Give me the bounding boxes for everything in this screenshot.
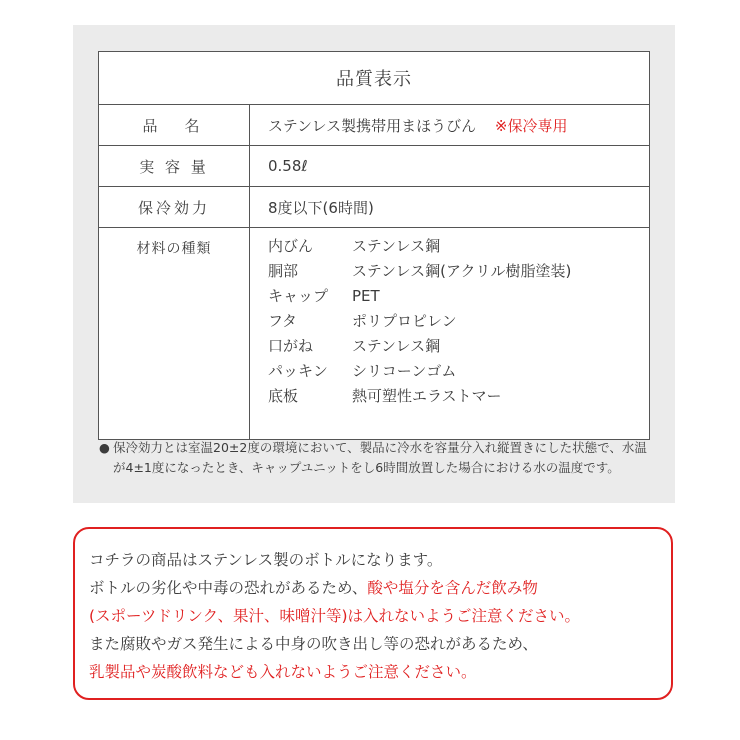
material-item [268, 259, 649, 284]
material-name: シリコーンゴム [352, 362, 457, 380]
material-part: フタ [268, 312, 297, 330]
bullet-icon: ● [99, 440, 110, 455]
spec-row-cold-retention [99, 187, 650, 228]
material-part: 胴部 [268, 262, 299, 280]
materials-list [250, 228, 650, 440]
spec-row-materials [99, 228, 650, 440]
material-part: 内びん [268, 237, 314, 255]
warning-line [89, 574, 661, 602]
footnote-text: 保冷効力とは室温20±2度の環境において、製品に冷水を容量分入れ縦置きにした状態で、水温が4±1度になったとき、キャップユニットをし6時間放置した場合における水の温度です。 [113, 440, 647, 475]
material-part: 口がね [268, 337, 314, 355]
spec-value: 0.58ℓ [250, 146, 650, 187]
material-part: パッキン [268, 362, 328, 380]
warning-line-red: (スポーツドリンク、果汁、味噌汁等)は入れないようご注意ください。 [89, 607, 581, 625]
material-item [268, 334, 649, 359]
material-name: 熱可塑性エラストマー [352, 387, 502, 405]
product-name: ステンレス製携帯用まほうびん [268, 116, 477, 135]
spec-label: 保冷効力 [99, 187, 250, 228]
quality-spec-table [98, 51, 650, 440]
spec-label: 材料の種類 [99, 228, 250, 440]
warning-text-red: 酸や塩分を含んだ飲み物 [367, 579, 538, 597]
spec-value: 8度以下(6時間) [250, 187, 650, 228]
material-item [268, 359, 649, 384]
warning-text: ボトルの劣化や中毒の恐れがあるため、 [89, 579, 368, 597]
footnote [99, 438, 659, 478]
warning-line-red: 乳製品や炭酸飲料なども入れないようご注意ください。 [89, 663, 477, 681]
cold-only-note: ※保冷専用 [494, 116, 568, 135]
material-name: PET [352, 287, 380, 305]
warning-line: また腐敗やガス発生による中身の吹き出し等の恐れがあるため、 [89, 635, 538, 653]
spec-title: 品質表示 [99, 52, 650, 105]
material-item [268, 384, 649, 409]
material-name: ステンレス鋼 [352, 237, 441, 255]
material-name: ステンレス鋼 [352, 337, 441, 355]
warning-line: コチラの商品はステンレス製のボトルになります。 [89, 551, 443, 569]
spec-row-capacity [99, 146, 650, 187]
material-name: ステンレス鋼(アクリル樹脂塗装) [352, 262, 572, 280]
material-part: 底板 [268, 387, 299, 405]
quality-label-panel [73, 25, 675, 503]
material-part: キャップ [268, 287, 329, 305]
spec-row-product-name [99, 105, 650, 146]
warning-box [73, 527, 673, 700]
material-name: ポリプロピレン [352, 312, 457, 330]
material-item [268, 284, 649, 309]
spec-value [250, 105, 650, 146]
material-item [268, 309, 649, 334]
spec-label: 品 名 [99, 105, 250, 146]
material-item [268, 234, 649, 259]
spec-label: 実 容 量 [99, 146, 250, 187]
